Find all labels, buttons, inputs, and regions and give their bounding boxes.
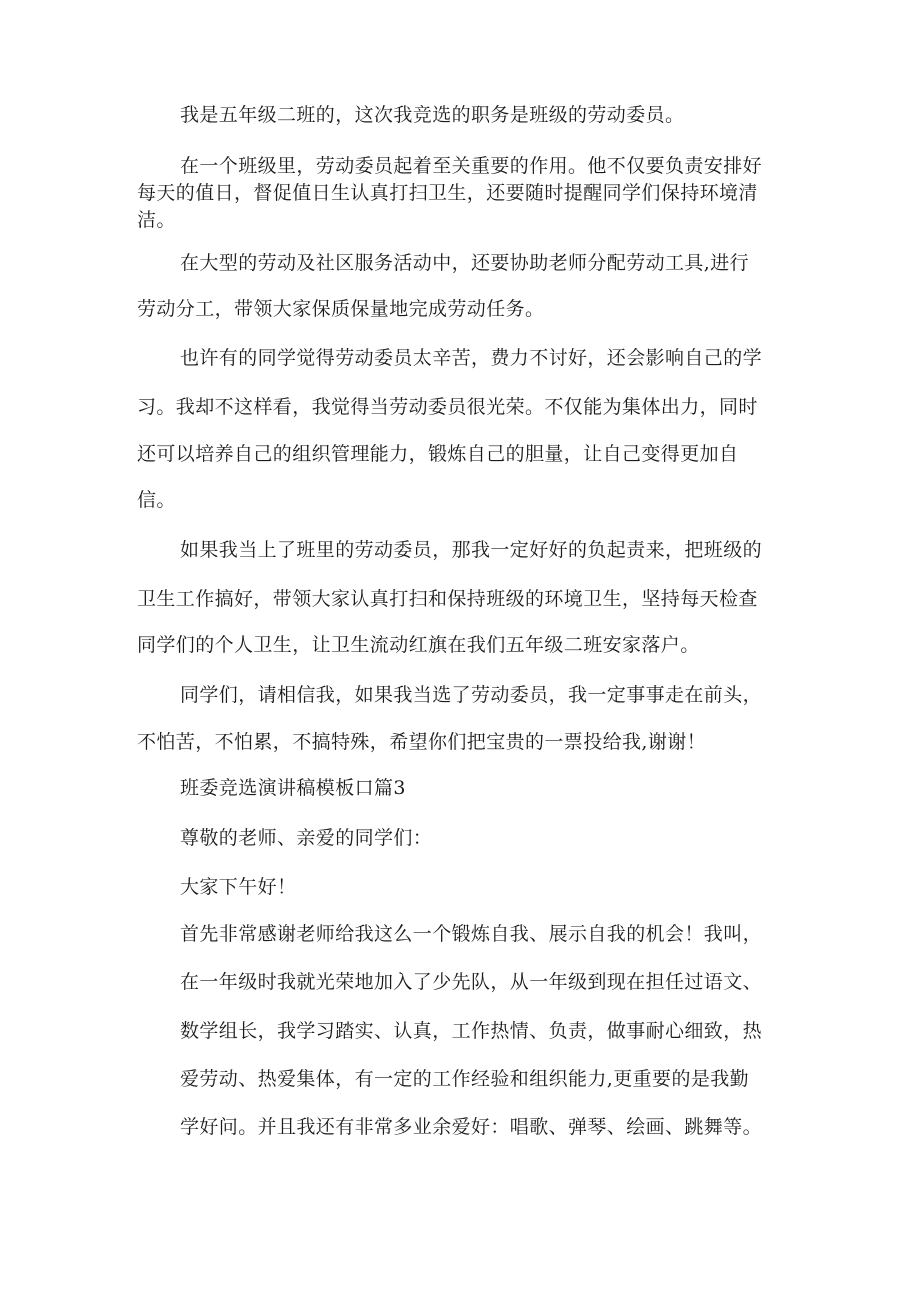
text-line: 学好问。并且我还有非常多业余爱好：唱歌、弹琴、绘画、跳舞等。	[180, 1116, 763, 1138]
greeting: 大家下午好！	[180, 876, 297, 898]
text-line: 不怕苦，不怕累，不搞特殊，希望你们把宝贵的一票投给我,谢谢！	[137, 731, 707, 753]
text-line: 首先非常感谢老师给我这么一个锻炼自我、展示自我的机会！我叫，	[180, 923, 763, 945]
text-line: 卫生工作搞好，带领大家认真打扫和保持班级的环境卫生，坚持每天检查	[137, 588, 758, 610]
text-line: 洁。	[137, 209, 176, 231]
text-line: 在一个班级里，劳动委员起着至关重要的作用。他不仅要负责安排好	[180, 155, 763, 177]
text-line: 我是五年级二班的，这次我竞选的职务是班级的劳动委员。	[180, 104, 685, 126]
text-line: 在一年级时我就光荣地加入了少先队，从一年级到现在担任过语文、	[180, 971, 763, 993]
text-line: 在大型的劳动及社区服务活动中，还要协助老师分配劳动工具,进行	[180, 252, 750, 274]
text-line: 也许有的同学觉得劳动委员太辛苦，费力不讨好，还会影响自己的学	[180, 347, 763, 369]
text-line: 每天的值日，督促值日生认真打扫卫生，还要随时提醒同学们保持环境清	[137, 182, 758, 204]
salutation: 尊敬的老师、亲爱的同学们：	[180, 827, 433, 849]
text-line: 爱劳动、热爱集体，有一定的工作经验和组织能力,更重要的是我勤	[180, 1068, 750, 1090]
section-heading: 班委竞选演讲稿模板口篇3	[180, 777, 406, 799]
text-line: 信。	[137, 489, 176, 511]
text-line: 还可以培养自己的组织管理能力，锻炼自己的胆量，让自己变得更加自	[137, 443, 739, 465]
text-line: 习。我却不这样看，我觉得当劳动委员很光荣。不仅能为集体出力，同时	[137, 396, 758, 418]
text-line: 如果我当上了班里的劳动委员，那我一定好好的负起责来，把班级的	[180, 539, 763, 561]
text-line: 同学们，请相信我，如果我当选了劳动委员，我一定事事走在前头，	[180, 684, 763, 706]
text-line: 数学组长，我学习踏实、认真，工作热情、负责，做事耐心细致，热	[180, 1020, 763, 1042]
text-line: 劳动分工，带领大家保质保量地完成劳动任务。	[137, 298, 545, 320]
text-line: 同学们的个人卫生，让卫生流动红旗在我们五年级二班安家落户。	[137, 634, 700, 656]
